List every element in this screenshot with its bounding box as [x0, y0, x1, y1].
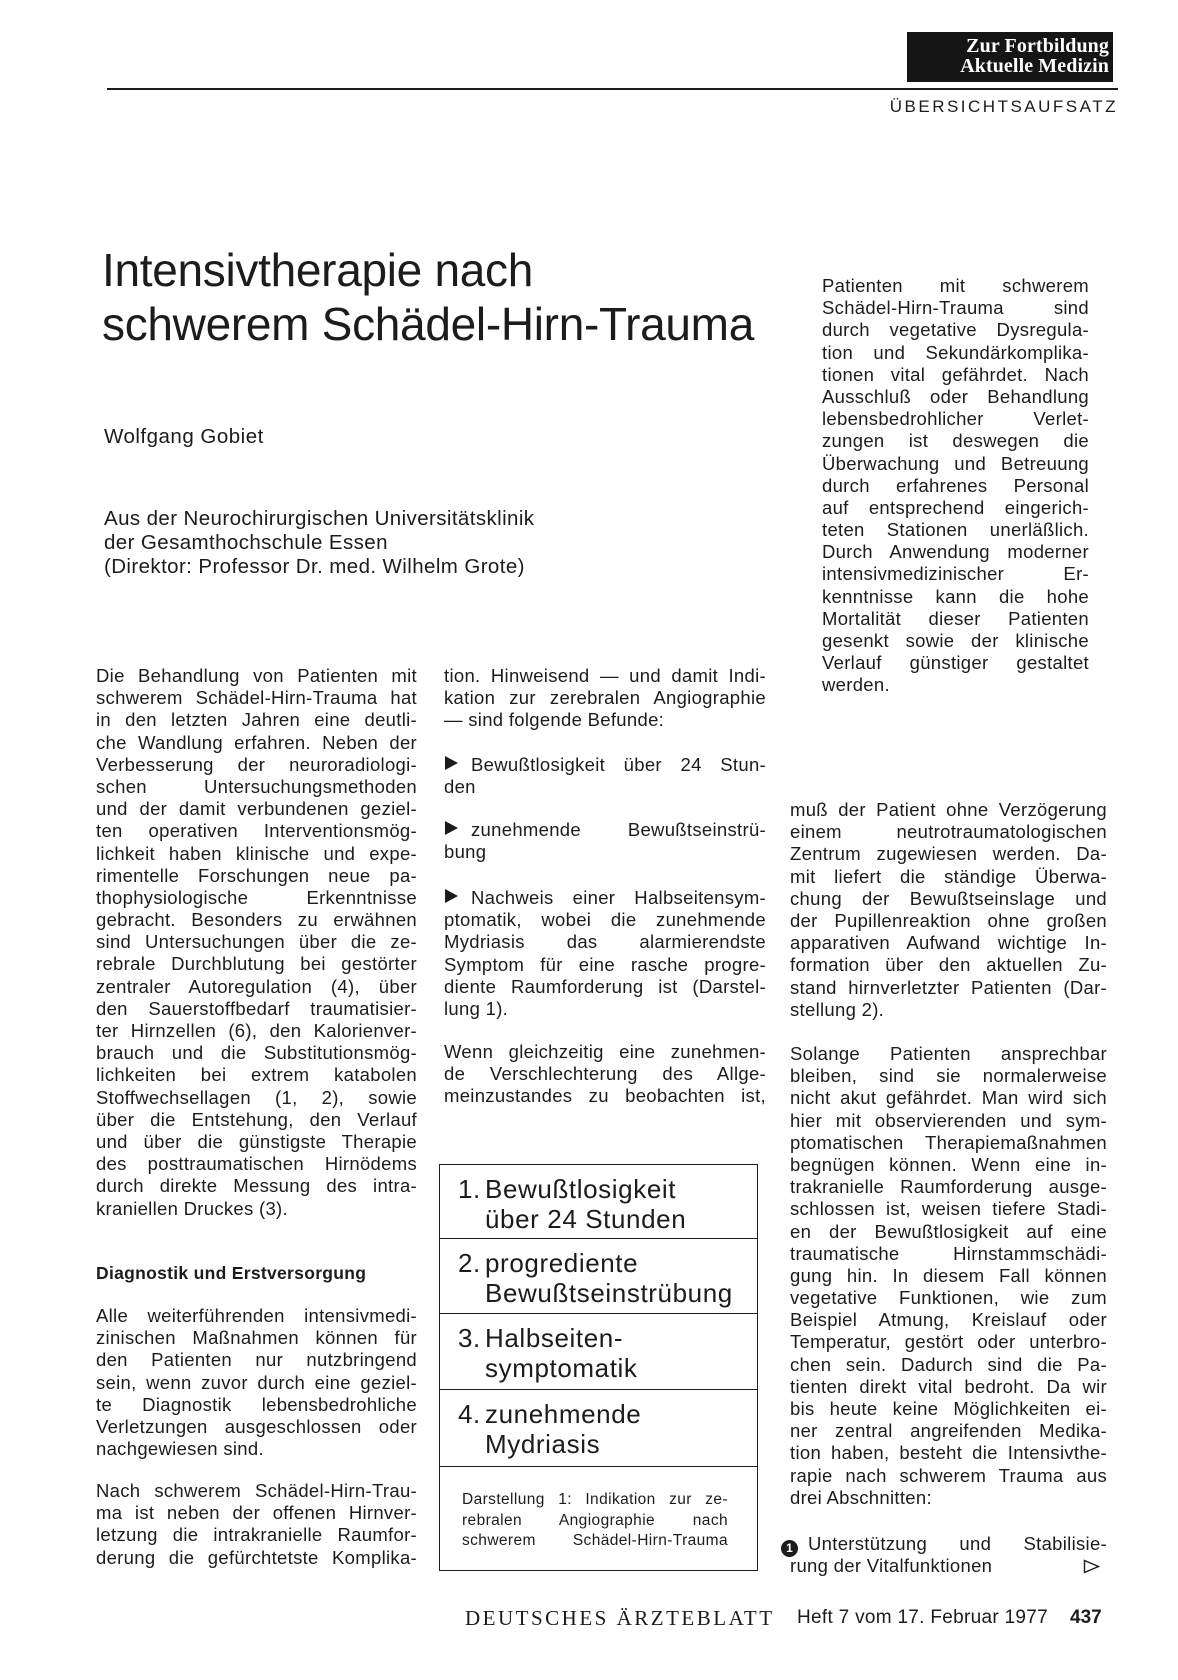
- figure-row: [440, 1314, 757, 1390]
- abstract-line: Schädel-Hirn-Trauma sind: [822, 297, 1089, 319]
- abstract-line: intensivmedizinischer Er-: [822, 563, 1089, 585]
- abstract-line: tion und Sekundärkomplika-: [822, 341, 1089, 363]
- text-line: nicht akut gefährdet. Man wird sich: [790, 1087, 1107, 1109]
- figure-row-number: 3.: [458, 1323, 481, 1353]
- text-line: te Diagnostik lebensbedrohliche: [96, 1393, 417, 1415]
- abstract-line: gesenkt sowie der klinische: [822, 630, 1089, 651]
- text-line: [790, 1555, 1107, 1577]
- text-line: durch direkte Messung des intra-: [96, 1175, 417, 1197]
- text-line: schwerem Schädel-Hirn-Trauma hat: [96, 687, 417, 709]
- text-line: einem neutrotraumatologischen: [790, 821, 1107, 843]
- paragraph: [96, 1480, 417, 1569]
- text-line: ptomatik, wobei die zunehmende: [444, 909, 766, 931]
- text-line: den Sauerstoffbedarf traumatisier-: [96, 997, 417, 1019]
- bullet-triangle-icon: [445, 756, 458, 770]
- text-line: Solange Patienten ansprechbar: [790, 1043, 1107, 1064]
- text-line: in den letzten Jahren eine deutli-: [96, 709, 417, 731]
- abstract-line: kenntnisse kann die hohe: [822, 585, 1089, 607]
- title-line: Intensivtherapie nach: [102, 244, 533, 296]
- text-line: lichkeiten bei extrem katabolen: [96, 1064, 417, 1086]
- figure-row-number: 4.: [458, 1399, 481, 1429]
- figure-row-text: [485, 1174, 686, 1234]
- text-line: rapie nach schwerem Trauma aus: [790, 1464, 1107, 1486]
- text-line: Verbesserung der neuroradiologi-: [96, 753, 417, 775]
- abstract-line: Patienten mit schwerem: [822, 275, 1089, 296]
- text-line: Verletzungen ausgeschlossen oder: [96, 1415, 417, 1437]
- abstract-line: zungen ist deswegen die: [822, 430, 1089, 452]
- figure-row-number: 1.: [458, 1174, 481, 1204]
- figure-row-line: Halbseiten-: [485, 1323, 624, 1353]
- text-line: nachgewiesen sind.: [96, 1438, 264, 1460]
- text-line: der Pupillenreaktion ohne großen: [790, 909, 1107, 931]
- text-line: Stoffwechsellagen (1, 2), sowie: [96, 1086, 417, 1108]
- text-line: stellung 2).: [790, 998, 885, 1020]
- figure-row-line: über 24 Stunden: [485, 1204, 687, 1234]
- affiliation-line: (Direktor: Professor Dr. med. Wilhelm Grote): [104, 555, 525, 578]
- text-line: ptomatischen Therapiemaßnahmen: [790, 1131, 1107, 1153]
- text-line: lung 1).: [444, 997, 509, 1019]
- abstract-line: Verlauf günstiger gestaltet: [822, 652, 1089, 674]
- text-line: de Verschlechterung des Allge-: [444, 1063, 766, 1085]
- abstract-line: durch vegetative Dysregula-: [822, 319, 1089, 341]
- bullet-text: zunehmende Bewußtseinstrü-: [471, 819, 766, 840]
- figure-row: [440, 1239, 757, 1314]
- list-marker: 1: [786, 1541, 793, 1555]
- figure-row: [440, 1165, 757, 1239]
- paragraph: [444, 1041, 766, 1108]
- continued-arrow-icon: [1083, 1559, 1100, 1574]
- text-line: muß der Patient ohne Verzögerung: [790, 799, 1107, 820]
- badge-line: Zur Fortbildung: [966, 35, 1109, 57]
- text-line: drei Abschnitten:: [790, 1486, 932, 1508]
- text-line: Zentrum zugewiesen werden. Da-: [790, 843, 1107, 865]
- caption-line: Darstellung 1: Indikation zur ze-: [462, 1491, 728, 1508]
- abstract-line: Mortalität dieser Patienten: [822, 607, 1089, 629]
- issue-info: Heft 7 vom 17. Februar 1977: [797, 1607, 1049, 1628]
- text-line: derung die gefürchtetste Komplika-: [96, 1546, 417, 1568]
- text-line: bung: [444, 841, 487, 863]
- text-line: Symptom für eine rasche progre-: [444, 953, 766, 975]
- text-line: sind Untersuchungen über die ze-: [96, 931, 417, 953]
- text-line: en der Bewußtlosigkeit auf eine: [790, 1220, 1107, 1242]
- figure-row: [440, 1390, 757, 1467]
- text-line: vegetative Funktionen, wie zum: [790, 1287, 1107, 1309]
- text-line: tion. Hinweisend — und damit Indi-: [444, 665, 766, 686]
- section-label: ÜBERSICHTSAUFSATZ: [889, 97, 1118, 116]
- affiliation-line: Aus der Neurochirurgischen Universitätsklinik: [104, 507, 535, 530]
- figure-caption-area: [440, 1467, 757, 1569]
- text-line: traumatische Hirnstammschädi-: [790, 1242, 1107, 1264]
- abstract-line: durch erfahrenes Personal: [822, 474, 1089, 496]
- text-line: mit liefert die ständige Überwa-: [790, 865, 1107, 887]
- paragraph: [444, 665, 766, 732]
- abstract-line: tionen vital gefährdet. Nach: [822, 363, 1089, 385]
- abstract-line: auf entsprechend eingerich-: [822, 496, 1089, 518]
- affiliation-line: der Gesamthochschule Essen: [104, 531, 388, 554]
- text-line: stand hirnverletzter Patienten (Dar-: [790, 976, 1107, 998]
- text-line: und der damit verbundenen geziel-: [96, 798, 417, 820]
- text-line: Alle weiterführenden intensivmedi-: [96, 1305, 417, 1326]
- text-line: diente Raumforderung ist (Darstel-: [444, 975, 766, 997]
- bullet-triangle-icon: [445, 889, 458, 903]
- abstract-line: Ausschluß oder Behandlung: [822, 385, 1089, 407]
- category-badge: [907, 32, 1113, 82]
- figure-row-text: [485, 1248, 733, 1308]
- text-line: chen sein. Dadurch sind die Pa-: [790, 1353, 1107, 1375]
- abstract: [822, 275, 1089, 697]
- bullet-item: [444, 887, 766, 1020]
- text-line: [444, 887, 766, 909]
- bullet-text: Bewußtlosigkeit über 24 Stun-: [471, 754, 766, 775]
- text-line: gebracht. Besonders zu erwähnen: [96, 909, 417, 931]
- caption-line: schwerem Schädel-Hirn-Trauma: [462, 1532, 728, 1549]
- figure-row-line: Bewußtseinstrübung: [485, 1278, 733, 1308]
- text-line: ten operativen Interventionsmög-: [96, 820, 417, 842]
- numbered-list-item: [786, 1533, 1107, 1577]
- text-line: Die Behandlung von Patienten mit: [96, 665, 417, 686]
- abstract-line: lebensbedrohlicher Verlet-: [822, 408, 1089, 430]
- affiliation: [104, 507, 534, 579]
- text-line: lichkeit haben klinische und expe-: [96, 842, 417, 864]
- text-line: apparativen Aufwand wichtige In-: [790, 932, 1107, 954]
- figure-row-number: 2.: [458, 1248, 481, 1278]
- text-line: den: [444, 776, 476, 798]
- abstract-line: teten Stationen unerläßlich.: [822, 519, 1089, 541]
- text-line: Beispiel Atmung, Kreislauf oder: [790, 1309, 1107, 1331]
- text-line: thophysiologische Erkenntnisse: [96, 886, 417, 908]
- text-line: Nach schwerem Schädel-Hirn-Trau-: [96, 1480, 417, 1501]
- text-line: sein, wenn zuvor durch eine geziel-: [96, 1371, 417, 1393]
- text-line: brauch und die Substitutionsmög-: [96, 1042, 417, 1064]
- list-item-text: rung der Vitalfunktionen: [790, 1555, 993, 1577]
- page-number: 437: [1070, 1607, 1102, 1628]
- figure-row-text: [485, 1399, 641, 1459]
- section-heading: Diagnostik und Erstversorgung: [96, 1263, 367, 1283]
- paragraph: [96, 665, 417, 1220]
- abstract-line: werden.: [822, 674, 890, 696]
- text-line: begnügen können. Wenn eine in-: [790, 1153, 1107, 1175]
- text-line: Wenn gleichzeitig eine zunehmen-: [444, 1041, 766, 1062]
- badge-line: Aktuelle Medizin: [960, 55, 1109, 77]
- text-line: tion haben, besteht die Intensivthe-: [790, 1442, 1107, 1464]
- abstract-line: Durch Anwendung moderner: [822, 541, 1089, 563]
- figure-row-line: zunehmende: [485, 1399, 642, 1429]
- text-line: rebrale Durchblutung bei gestörter: [96, 953, 417, 975]
- text-line: che Wandlung erfahren. Neben der: [96, 731, 417, 753]
- journal-name: DEUTSCHES ÄRZTEBLATT: [465, 1606, 775, 1630]
- text-line: über die Entstehung, den Verlauf: [96, 1108, 417, 1130]
- figure-row-text: [485, 1323, 638, 1383]
- caption-line: rebralen Angiographie nach: [462, 1511, 728, 1529]
- text-line: kation zur zerebralen Angiographie: [444, 687, 766, 709]
- text-line: formation über den aktuellen Zu-: [790, 954, 1107, 976]
- text-line: tienten direkt vital bedroht. Da wir: [790, 1375, 1107, 1397]
- text-line: des posttraumatischen Hirnödems: [96, 1153, 417, 1175]
- text-line: schlossen ist, weisen tiefere Stadi-: [790, 1198, 1107, 1220]
- figure-row-line: Bewußtlosigkeit: [485, 1174, 677, 1204]
- text-line: trakranielle Raumforderung ausge-: [790, 1176, 1107, 1198]
- text-line: bleiben, sind sie normalerweise: [790, 1065, 1107, 1087]
- figure-row-line: progrediente: [485, 1248, 639, 1278]
- text-line: den Patienten nur nutzbringend: [96, 1349, 417, 1371]
- bullet-item: [444, 819, 766, 863]
- text-line: ner zentral angreifenden Medika-: [790, 1420, 1107, 1442]
- author-name: Wolfgang Gobiet: [104, 425, 264, 448]
- bullet-item: [444, 754, 766, 798]
- text-line: ma ist neben der offenen Hirnver-: [96, 1502, 417, 1524]
- text-line: gung hin. In diesem Fall können: [790, 1264, 1107, 1286]
- abstract-line: Überwachung und Betreuung: [822, 452, 1089, 474]
- text-line: rimentelle Forschungen neue pa-: [96, 864, 417, 886]
- text-line: [786, 1533, 1107, 1555]
- figure-row-line: symptomatik: [485, 1353, 638, 1383]
- text-line: meinzustandes zu beobachten ist,: [444, 1085, 766, 1107]
- text-line: ter Hirnzellen (6), den Kalorienver-: [96, 1020, 417, 1041]
- text-line: letzung die intrakranielle Raumfor-: [96, 1524, 417, 1546]
- figure-row-line: Mydriasis: [485, 1429, 601, 1459]
- text-line: kraniellen Druckes (3).: [96, 1197, 288, 1219]
- text-line: — sind folgende Befunde:: [444, 709, 665, 731]
- list-item-text: Unterstützung und Stabilisie-: [808, 1533, 1107, 1554]
- figure-caption: [462, 1490, 728, 1552]
- text-line: zinischen Maßnahmen können für: [96, 1327, 417, 1349]
- article-title: [102, 243, 754, 351]
- text-line: und über die günstigste Therapie: [96, 1130, 417, 1152]
- text-line: zentraler Autoregulation (4), über: [96, 975, 417, 997]
- text-line: chung der Bewußtseinslage und: [790, 887, 1107, 909]
- text-line: [444, 754, 766, 776]
- text-line: [444, 819, 766, 841]
- text-line: hier mit observierenden und sym-: [790, 1109, 1107, 1131]
- header-rule: [107, 88, 1118, 90]
- paragraph: [790, 1043, 1107, 1509]
- text-line: Mydriasis das alarmierendste: [444, 931, 766, 953]
- paragraph: [790, 799, 1107, 1021]
- bullet-triangle-icon: [445, 821, 458, 835]
- title-line: schwerem Schädel-Hirn-Trauma: [102, 298, 754, 350]
- text-line: bis heute keine Möglichkeiten ei-: [790, 1398, 1107, 1419]
- text-line: schen Untersuchungsmethoden: [96, 775, 417, 797]
- paragraph: [96, 1305, 417, 1460]
- figure-box: [439, 1164, 758, 1571]
- text-line: Temperatur, gestört oder unterbro-: [790, 1331, 1107, 1353]
- bullet-text: Nachweis einer Halbseitensym-: [471, 887, 766, 908]
